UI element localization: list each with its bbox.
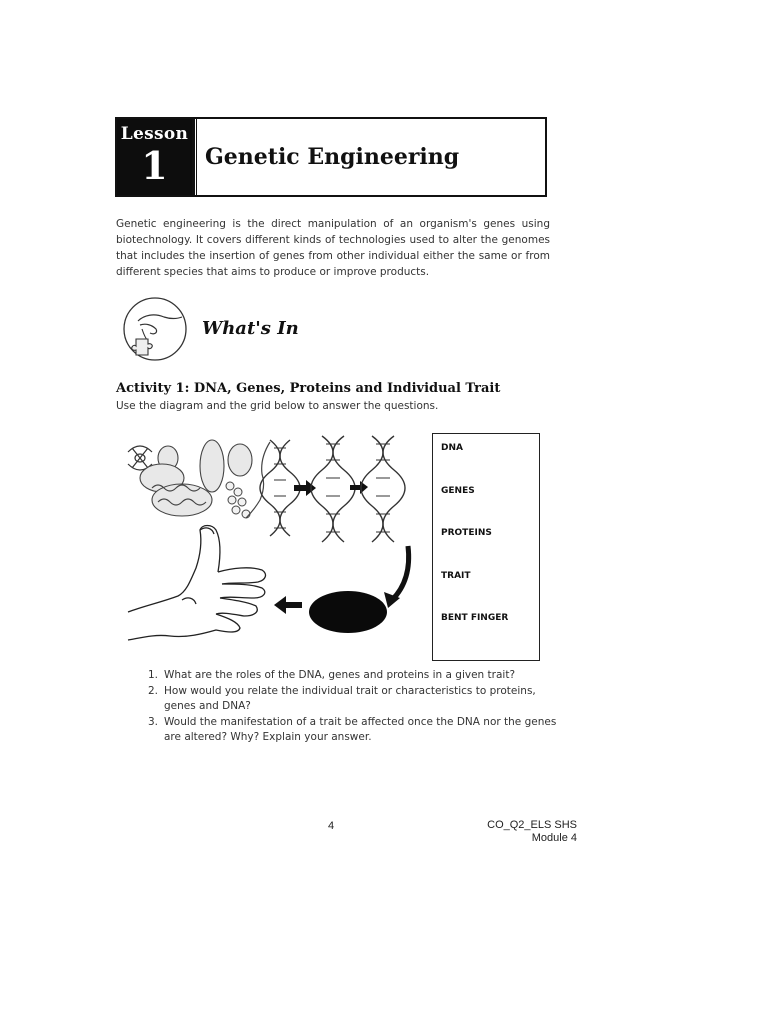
lesson-title: Genetic Engineering xyxy=(205,144,460,170)
dna-to-trait-diagram xyxy=(122,430,428,650)
lesson-title-box xyxy=(194,119,545,195)
puzzle-hand-icon xyxy=(122,295,188,363)
activity-title: Activity 1: DNA, Genes, Proteins and Individual Trait xyxy=(116,381,501,396)
dna-helix-2-icon xyxy=(311,436,355,542)
protein-blob-icon xyxy=(309,591,387,633)
footer-code-line1: CO_Q2_ELS SHS xyxy=(487,819,577,831)
whats-in-title: What's In xyxy=(202,318,299,339)
dna-helix-3-icon xyxy=(361,436,405,542)
answer-grid xyxy=(432,433,540,661)
arrow-left-icon xyxy=(274,596,302,614)
hand-bent-finger-icon xyxy=(128,526,265,641)
grid-item-proteins: PROTEINS xyxy=(441,528,492,538)
question-item: 2. How would you relate the individual trait or characteristics to proteins, genes and DNA? xyxy=(148,684,536,712)
intro-paragraph: Genetic engineering is the direct manipulation of an organism's genes using biotechnology. It covers different kinds of technologies used to alter the genomes that includes the insertion of genes from other individual either the same or from different species that aims to produce or improve products. xyxy=(116,218,550,278)
lesson-label: Lesson xyxy=(120,124,189,144)
lesson-header xyxy=(115,117,547,197)
activity-instruction: Use the diagram and the grid below to answer the questions. xyxy=(116,400,439,412)
question-item: 1. What are the roles of the DNA, genes and proteins in a given trait? xyxy=(148,669,516,681)
grid-item-genes: GENES xyxy=(441,486,475,496)
chromatin-coil-icon xyxy=(140,440,252,516)
page-number: 4 xyxy=(328,820,335,832)
arrow-right-icon-2 xyxy=(350,481,368,494)
question-item: 3. Would the manifestation of a trait be affected once the DNA nor the genes are altered? Why? Explain your answer. xyxy=(148,715,557,743)
curved-arrow-icon xyxy=(392,546,409,600)
lesson-badge xyxy=(117,119,194,195)
lesson-number: 1 xyxy=(141,143,168,188)
footer-code xyxy=(482,819,577,845)
grid-item-bent-finger: BENT FINGER xyxy=(441,613,509,623)
footer-code-line2: Module 4 xyxy=(531,832,577,844)
grid-item-trait: TRAIT xyxy=(441,571,471,581)
grid-item-dna: DNA xyxy=(441,443,463,453)
questions-list xyxy=(148,668,558,746)
